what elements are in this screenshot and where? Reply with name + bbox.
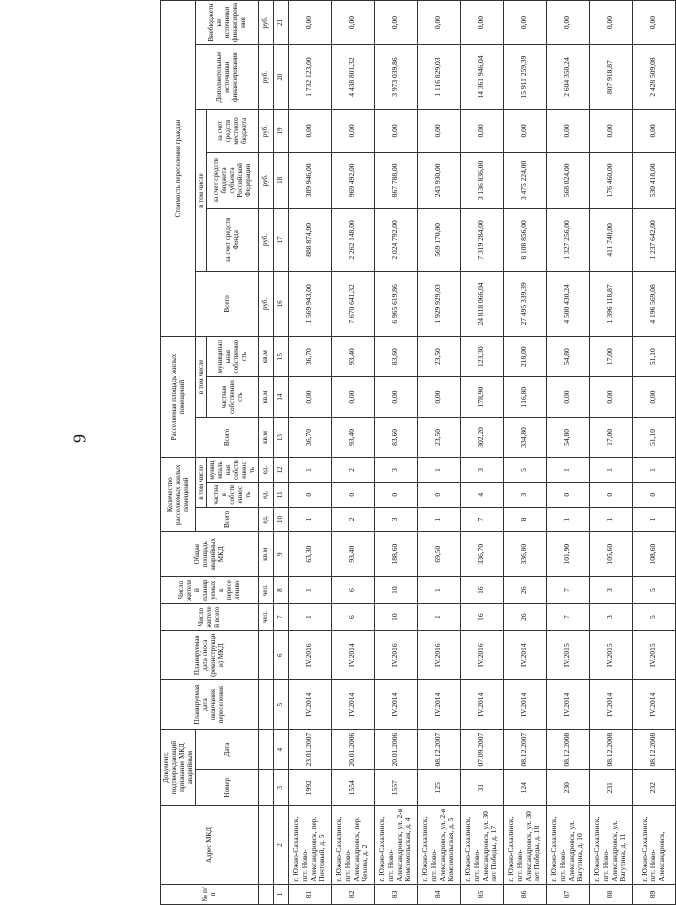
column-index-cell: 12 <box>273 458 288 483</box>
table-cell: 0,00 <box>589 1 632 45</box>
table-cell: 23.01.2007 <box>288 729 331 769</box>
table-cell: 69,50 <box>417 532 460 577</box>
table-cell: IV.2015 <box>546 631 589 680</box>
table-cell: 969 492,00 <box>331 152 374 208</box>
address-cell: г. Южно-Сахалинск, пгт. Ново-Александровск, ул. 30 лет Победы, д. 17 <box>460 806 503 885</box>
table-row <box>546 1 589 905</box>
table-cell: 63,30 <box>288 532 331 577</box>
table-cell: 20.01.2006 <box>374 729 417 769</box>
table-cell: 1 237 642,00 <box>632 208 675 271</box>
table-cell: 218,00 <box>503 336 546 376</box>
table-row <box>288 1 331 905</box>
table-cell: 0,00 <box>417 110 460 153</box>
header-cost-incl: в том числе <box>196 110 207 272</box>
header-rooms-incl: в том числе <box>196 458 207 507</box>
table-cell: 0,00 <box>417 1 460 45</box>
table-cell: IV.2016 <box>417 631 460 680</box>
table-cell: 7 670 641,32 <box>331 271 374 336</box>
table-row <box>632 1 675 905</box>
table-cell: 51,10 <box>632 417 675 457</box>
table-cell: 568 824,00 <box>546 152 589 208</box>
unit-cell <box>258 884 273 904</box>
unit-cell: чел. <box>258 577 273 604</box>
table-cell: 0,00 <box>546 1 589 45</box>
header-rooms-total: Всего <box>196 507 258 532</box>
header-cost-total: Всего <box>196 271 258 336</box>
header-area-municipal: муниципальная собственность <box>207 336 258 376</box>
table-cell: 116,80 <box>503 377 546 417</box>
table-cell: 83,60 <box>374 336 417 376</box>
table-cell: 0,00 <box>546 377 589 417</box>
table-cell: 3 136 836,00 <box>460 152 503 208</box>
table-cell: 23,50 <box>417 417 460 457</box>
column-index-cell: 7 <box>273 604 288 631</box>
table-cell: 530 418,00 <box>632 152 675 208</box>
header-planned-end: Планируемая дата окончания переселения <box>161 680 259 729</box>
table-cell: 334,80 <box>503 417 546 457</box>
header-area-incl: в том числе <box>196 336 207 417</box>
table-cell: 1 <box>417 458 460 483</box>
table-cell: 17,00 <box>589 417 632 457</box>
table-cell: 1 <box>546 458 589 483</box>
unit-cell <box>258 729 273 769</box>
table-cell: 3 <box>374 507 417 532</box>
header-regional: за счет средств бюджета субъекта Российской Федерации <box>207 152 258 208</box>
table-cell: 101,90 <box>546 532 589 577</box>
table-cell: 1 <box>288 577 331 604</box>
table-cell: 0,00 <box>288 1 331 45</box>
table-cell: 82 <box>331 884 374 904</box>
table-cell: 108,60 <box>632 532 675 577</box>
table-cell: 1 <box>632 507 675 532</box>
table-cell: 0 <box>374 482 417 507</box>
table-cell: 0,00 <box>374 110 417 153</box>
table-cell: 0 <box>589 482 632 507</box>
table-cell: 232 <box>632 770 675 806</box>
table-cell: 124 <box>503 770 546 806</box>
table-cell: 1992 <box>288 770 331 806</box>
table-cell: 3 <box>503 482 546 507</box>
table-cell: 0 <box>417 482 460 507</box>
table-cell: 5 <box>632 604 675 631</box>
table-row <box>589 1 632 905</box>
table-cell: 08.12.2008 <box>632 729 675 769</box>
table-cell: 3 <box>460 458 503 483</box>
table-cell: 0,00 <box>288 377 331 417</box>
unit-cell: руб. <box>258 271 273 336</box>
unit-cell <box>258 680 273 729</box>
table-cell: IV.2014 <box>288 680 331 729</box>
table-cell: 243 930,00 <box>417 152 460 208</box>
table-cell: 178,90 <box>460 377 503 417</box>
table-cell: 17,00 <box>589 336 632 376</box>
address-cell: г. Южно-Сахалинск, пгт. Ново-Александровск, <box>632 806 675 885</box>
table-cell: 20.01.2006 <box>331 729 374 769</box>
table-cell: 2 604 350,24 <box>546 45 589 110</box>
header-residents-planned: Число жителей планируемых к переселению <box>161 577 259 604</box>
table-cell: 10 <box>374 577 417 604</box>
table-cell: 87 <box>546 884 589 904</box>
column-index-cell: 6 <box>273 631 288 680</box>
table-cell: IV.2014 <box>503 631 546 680</box>
column-index-cell: 10 <box>273 507 288 532</box>
table-cell: IV.2014 <box>374 680 417 729</box>
header-document: Документ, подтверждающий признание МКД аварийным <box>161 729 196 805</box>
table-row <box>374 1 417 905</box>
address-cell: г. Южно-Сахалинск, пгт. Ново-Александровск, ул. 2-я Комсомольская, д. 4 <box>374 806 417 885</box>
header-cost: Стоимость переселения граждан <box>161 1 196 337</box>
unit-cell: руб. <box>258 110 273 153</box>
table-cell: 3 <box>374 458 417 483</box>
table-cell: 336,80 <box>503 532 546 577</box>
header-fund: за счет средств Фонда <box>207 208 258 271</box>
address-cell: г. Южно-Сахалинск, пгт. Ново-Александровск, ул. 2-я Комсомольская, д. 5 <box>417 806 460 885</box>
table-cell: 389 946,00 <box>288 152 331 208</box>
table-cell: 0,00 <box>503 1 546 45</box>
table-cell: IV.2014 <box>331 631 374 680</box>
table-cell: 08.12.2008 <box>546 729 589 769</box>
table-cell: 51,10 <box>632 336 675 376</box>
header-rooms-count: Количество расселяемых жилых помещений <box>161 458 196 532</box>
column-index-cell: 2 <box>273 806 288 885</box>
table-cell: 2 428 509,08 <box>632 45 675 110</box>
table-cell: 0,00 <box>546 110 589 153</box>
table-cell: 88 <box>589 884 632 904</box>
resettlement-table-sheet <box>160 0 666 905</box>
unit-cell: кв.м <box>258 417 273 457</box>
table-cell: 14 361 946,04 <box>460 45 503 110</box>
table-cell: 54,80 <box>546 417 589 457</box>
table-cell: 1 929 929,03 <box>417 271 460 336</box>
header-doc-date: Дата <box>196 729 258 769</box>
table-cell: 0,00 <box>374 1 417 45</box>
table-cell: 1 327 256,00 <box>546 208 589 271</box>
table-cell: 83,60 <box>374 417 417 457</box>
table-cell: 8 <box>503 507 546 532</box>
table-cell: 89 <box>632 884 675 904</box>
table-cell: 1 <box>417 577 460 604</box>
table-cell: 23,50 <box>417 336 460 376</box>
table-cell: 0,00 <box>374 377 417 417</box>
table-cell: 1 <box>288 507 331 532</box>
table-cell: 0,00 <box>632 377 675 417</box>
table-cell: 0,00 <box>417 377 460 417</box>
table-cell: IV.2014 <box>503 680 546 729</box>
table-cell: IV.2016 <box>460 631 503 680</box>
units-row <box>258 1 273 905</box>
table-cell: 1 <box>589 458 632 483</box>
column-index-cell: 11 <box>273 482 288 507</box>
table-cell: 85 <box>460 884 503 904</box>
table-cell: IV.2014 <box>589 680 632 729</box>
table-cell: 24 818 066,04 <box>460 271 503 336</box>
table-cell: 0,00 <box>589 377 632 417</box>
table-cell: 4 <box>460 482 503 507</box>
table-cell: 26 <box>503 604 546 631</box>
table-cell: 231 <box>589 770 632 806</box>
table-cell: IV.2015 <box>589 631 632 680</box>
table-cell: 1 <box>546 507 589 532</box>
table-cell: 2 262 148,00 <box>331 208 374 271</box>
table-cell: 176 460,00 <box>589 152 632 208</box>
column-index-cell: 17 <box>273 208 288 271</box>
table-cell: 4 438 801,32 <box>331 45 374 110</box>
table-cell: 0,00 <box>288 110 331 153</box>
unit-cell: ед. <box>258 507 273 532</box>
table-cell: 0,00 <box>589 110 632 153</box>
table-cell: 7 <box>546 577 589 604</box>
column-index-cell: 9 <box>273 532 288 577</box>
unit-cell <box>258 770 273 806</box>
table-cell: 2 <box>331 507 374 532</box>
table-cell: 0,00 <box>632 110 675 153</box>
header-extra: Дополнительные источники финансирования <box>196 45 258 110</box>
header-residents-total: Число жителей всего <box>161 604 259 631</box>
table-cell: 1 <box>632 458 675 483</box>
column-index-cell: 4 <box>273 729 288 769</box>
table-cell: 1 569 943,00 <box>288 271 331 336</box>
column-index-cell: 19 <box>273 110 288 153</box>
table-cell: 867 788,00 <box>374 152 417 208</box>
table-cell: IV.2016 <box>288 631 331 680</box>
header-doc-number: Номер <box>196 770 258 806</box>
table-cell: 5 <box>632 577 675 604</box>
header-area-total: Всего <box>196 417 258 457</box>
table-cell: 93,40 <box>331 336 374 376</box>
table-cell: 2 024 792,00 <box>374 208 417 271</box>
table-cell: 1 <box>417 507 460 532</box>
table-cell: IV.2014 <box>460 680 503 729</box>
unit-cell: ед. <box>258 482 273 507</box>
table-cell: 8 108 856,00 <box>503 208 546 271</box>
table-cell: 36,70 <box>288 417 331 457</box>
table-cell: 1 396 118,87 <box>589 271 632 336</box>
header-num: № п/п <box>161 884 259 904</box>
table-cell: 0,00 <box>632 1 675 45</box>
table-cell: 1 <box>417 604 460 631</box>
table-cell: 1 <box>589 507 632 532</box>
table-cell: 1 732 123,00 <box>288 45 331 110</box>
table-cell: 0,00 <box>503 110 546 153</box>
table-row <box>460 1 503 905</box>
table-cell: 0,00 <box>331 377 374 417</box>
unit-cell: ед. <box>258 458 273 483</box>
table-cell: 3 <box>589 604 632 631</box>
table-cell: 5 <box>503 458 546 483</box>
page-number: 9 <box>69 434 90 443</box>
table-row <box>331 1 374 905</box>
header-address: Адрес МКД <box>161 806 259 885</box>
table-row <box>417 1 460 905</box>
table-cell: 0 <box>546 482 589 507</box>
table-cell: 7 <box>546 604 589 631</box>
table-cell: 08.12.2007 <box>503 729 546 769</box>
table-cell: 302,20 <box>460 417 503 457</box>
table-cell: 3 <box>589 577 632 604</box>
resettlement-table <box>160 0 676 905</box>
column-index-cell: 18 <box>273 152 288 208</box>
table-cell: 7 <box>460 507 503 532</box>
table-cell: 26 <box>503 577 546 604</box>
table-cell: 36,70 <box>288 336 331 376</box>
table-cell: 6 <box>331 577 374 604</box>
table-cell: IV.2014 <box>417 680 460 729</box>
table-cell: 81 <box>288 884 331 904</box>
table-cell: 125 <box>417 770 460 806</box>
table-cell: IV.2015 <box>632 631 675 680</box>
column-index-cell: 21 <box>273 1 288 45</box>
column-index-cell: 3 <box>273 770 288 806</box>
table-cell: 105,60 <box>589 532 632 577</box>
header-rooms-municipal: муниципальная собственность <box>207 458 258 483</box>
table-cell: 0 <box>331 482 374 507</box>
table-cell: 93,40 <box>331 417 374 457</box>
header-local: за счет средств местного бюджета <box>207 110 258 153</box>
table-cell: 16 <box>460 604 503 631</box>
column-index-cell: 13 <box>273 417 288 457</box>
table-cell: 807 918,87 <box>589 45 632 110</box>
table-cell: 31 <box>460 770 503 806</box>
address-cell: г. Южно-Сахалинск, пгт. Ново-Александровск, пер. Чехова, д. 2 <box>331 806 374 885</box>
unit-cell: чел. <box>258 604 273 631</box>
header-area-private: частная собственность <box>207 377 258 417</box>
table-cell: 10 <box>374 604 417 631</box>
table-cell: 1 <box>288 458 331 483</box>
table-cell: 27 495 339,39 <box>503 271 546 336</box>
column-index-cell: 15 <box>273 336 288 376</box>
unit-cell: кв.м <box>258 532 273 577</box>
table-cell: 0,00 <box>331 1 374 45</box>
table-cell: 07.09.2007 <box>460 729 503 769</box>
column-index-cell: 5 <box>273 680 288 729</box>
table-cell: 1 <box>288 604 331 631</box>
table-cell: 0 <box>288 482 331 507</box>
table-cell: 16 <box>460 577 503 604</box>
table-cell: 84 <box>417 884 460 904</box>
table-cell: 0,00 <box>460 1 503 45</box>
header-area-count: Расселяемая площадь жилых помещений <box>161 336 196 457</box>
table-cell: 1554 <box>331 770 374 806</box>
table-cell: 15 911 259,39 <box>503 45 546 110</box>
table-cell: 08.12.2007 <box>417 729 460 769</box>
table-cell: 230 <box>546 770 589 806</box>
table-body <box>288 1 675 905</box>
address-cell: г. Южно-Сахалинск, пгт. Ново-Александровск, ул. 30 лет Победы, д. 18 <box>503 806 546 885</box>
table-cell: 4 196 569,08 <box>632 271 675 336</box>
table-cell: IV.2014 <box>546 680 589 729</box>
table-cell: 86 <box>503 884 546 904</box>
table-cell: 6 <box>331 604 374 631</box>
table-cell: 1557 <box>374 770 417 806</box>
table-cell: 123,30 <box>460 336 503 376</box>
address-cell: г. Южно-Сахалинск, пгт. Ново-Александровск, ул. Вагутина, д. 10 <box>546 806 589 885</box>
table-cell: IV.2016 <box>374 631 417 680</box>
header-extra2: Внебюджетные источники финансирования <box>196 1 258 45</box>
table-cell: 1 116 829,03 <box>417 45 460 110</box>
table-cell: 3 475 224,00 <box>503 152 546 208</box>
table-cell: 0 <box>632 482 675 507</box>
table-cell: 6 965 619,86 <box>374 271 417 336</box>
table-cell: 188,60 <box>374 532 417 577</box>
address-cell: г. Южно-Сахалинск, пгт. Ново-Александровск, пер. Почтовый, д. 5 <box>288 806 331 885</box>
table-cell: 336,70 <box>460 532 503 577</box>
unit-cell: руб. <box>258 208 273 271</box>
unit-cell <box>258 631 273 680</box>
table-cell: 54,80 <box>546 336 589 376</box>
column-index-cell: 8 <box>273 577 288 604</box>
unit-cell: руб. <box>258 45 273 110</box>
table-cell: 4 500 430,24 <box>546 271 589 336</box>
table-cell: 83 <box>374 884 417 904</box>
unit-cell <box>258 806 273 885</box>
column-index-cell: 14 <box>273 377 288 417</box>
table-cell: 888 874,00 <box>288 208 331 271</box>
column-index-row <box>273 1 288 905</box>
column-index-cell: 1 <box>273 884 288 904</box>
unit-cell: руб. <box>258 152 273 208</box>
table-cell: 0,00 <box>460 110 503 153</box>
table-cell: 93,40 <box>331 532 374 577</box>
header-planned-demolition: Планируемая дата сноса (реконструкции) МКД <box>161 631 259 680</box>
table-cell: 08.12.2008 <box>589 729 632 769</box>
header-total-area: Общая площадь аварийных МКД <box>161 532 259 577</box>
table-cell: IV.2014 <box>632 680 675 729</box>
table-cell: IV.2014 <box>331 680 374 729</box>
table-cell: 7 319 284,00 <box>460 208 503 271</box>
table-row <box>503 1 546 905</box>
unit-cell: кв.м <box>258 336 273 376</box>
table-cell: 411 740,00 <box>589 208 632 271</box>
table-cell: 2 <box>331 458 374 483</box>
unit-cell: кв.м <box>258 377 273 417</box>
table-cell: 569 170,00 <box>417 208 460 271</box>
column-index-cell: 20 <box>273 45 288 110</box>
column-index-cell: 16 <box>273 271 288 336</box>
header-rooms-private: частная собственность <box>207 482 258 507</box>
address-cell: г. Южно-Сахалинск, пгт. Ново-Александровск, ул. Вагутина, д. 11 <box>589 806 632 885</box>
unit-cell: руб. <box>258 1 273 45</box>
table-cell: 3 973 039,86 <box>374 45 417 110</box>
table-cell: 0,00 <box>331 110 374 153</box>
